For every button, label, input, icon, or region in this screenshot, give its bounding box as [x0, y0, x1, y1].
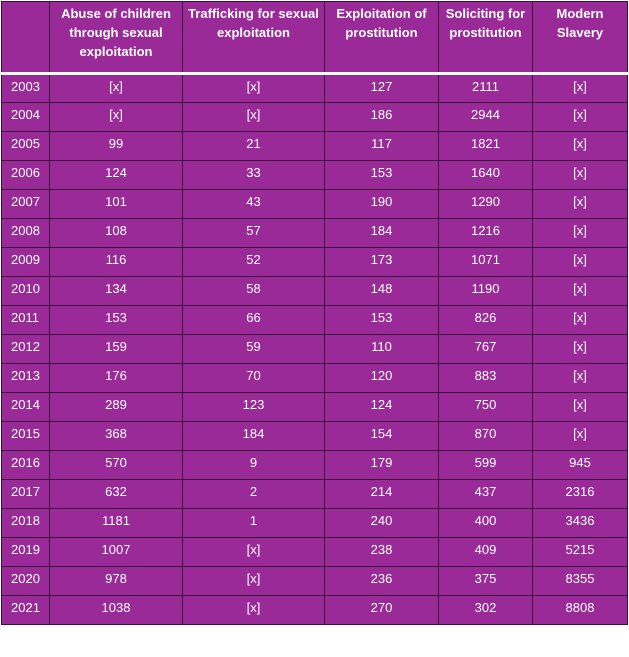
year-cell: 2013 [2, 364, 50, 393]
table-row [2, 509, 628, 538]
modern-slavery-cell: [x] [533, 306, 628, 335]
table-row [2, 219, 628, 248]
trafficking-cell: 43 [183, 190, 325, 219]
soliciting-cell: 1640 [439, 161, 533, 190]
exploitation-of-prostitution-cell: 190 [325, 190, 439, 219]
year-cell: 2008 [2, 219, 50, 248]
soliciting-cell: 409 [439, 538, 533, 567]
exploitation-of-prostitution-cell: 110 [325, 335, 439, 364]
trafficking-cell: [x] [183, 538, 325, 567]
soliciting-cell: 599 [439, 451, 533, 480]
abuse-of-children-cell: 159 [50, 335, 183, 364]
abuse-of-children-cell: 134 [50, 277, 183, 306]
abuse-of-children-cell: 368 [50, 422, 183, 451]
table-row [2, 422, 628, 451]
abuse-of-children-cell: 1038 [50, 596, 183, 625]
trafficking-cell: 59 [183, 335, 325, 364]
soliciting-cell: 767 [439, 335, 533, 364]
table-row [2, 596, 628, 625]
table-row [2, 335, 628, 364]
abuse-of-children-cell: 101 [50, 190, 183, 219]
trafficking-cell: 66 [183, 306, 325, 335]
modern-slavery-cell: [x] [533, 422, 628, 451]
soliciting-cell: 2111 [439, 74, 533, 103]
table-row [2, 74, 628, 103]
trafficking-cell: 58 [183, 277, 325, 306]
year-cell: 2010 [2, 277, 50, 306]
soliciting-cell: 870 [439, 422, 533, 451]
soliciting-cell: 750 [439, 393, 533, 422]
table-row [2, 161, 628, 190]
data-table-container [1, 1, 627, 625]
exploitation-of-prostitution-cell: 240 [325, 509, 439, 538]
year-cell: 2016 [2, 451, 50, 480]
modern-slavery-cell: 8355 [533, 567, 628, 596]
header-exploitation-of-prostitution: Exploitation of prostitution [325, 2, 439, 74]
abuse-of-children-cell: 176 [50, 364, 183, 393]
exploitation-of-prostitution-cell: 184 [325, 219, 439, 248]
modern-slavery-cell: [x] [533, 248, 628, 277]
modern-slavery-cell: [x] [533, 335, 628, 364]
trafficking-cell: 70 [183, 364, 325, 393]
modern-slavery-cell: [x] [533, 103, 628, 132]
table-row [2, 248, 628, 277]
trafficking-cell: 9 [183, 451, 325, 480]
abuse-of-children-cell: 1181 [50, 509, 183, 538]
exploitation-of-prostitution-cell: 117 [325, 132, 439, 161]
table-row [2, 364, 628, 393]
year-cell: 2015 [2, 422, 50, 451]
exploitation-of-prostitution-cell: 124 [325, 393, 439, 422]
abuse-of-children-cell: 978 [50, 567, 183, 596]
abuse-of-children-cell: 570 [50, 451, 183, 480]
year-cell: 2011 [2, 306, 50, 335]
exploitation-of-prostitution-cell: 173 [325, 248, 439, 277]
year-cell: 2003 [2, 74, 50, 103]
trafficking-cell: 33 [183, 161, 325, 190]
table-row [2, 480, 628, 509]
year-cell: 2018 [2, 509, 50, 538]
modern-slavery-cell: [x] [533, 364, 628, 393]
table-row [2, 277, 628, 306]
soliciting-cell: 437 [439, 480, 533, 509]
modern-slavery-cell: [x] [533, 277, 628, 306]
soliciting-cell: 1216 [439, 219, 533, 248]
exploitation-of-prostitution-cell: 153 [325, 306, 439, 335]
trafficking-cell: 123 [183, 393, 325, 422]
trafficking-cell: [x] [183, 596, 325, 625]
modern-slavery-cell: [x] [533, 219, 628, 248]
modern-slavery-cell: [x] [533, 132, 628, 161]
exploitation-of-prostitution-cell: 186 [325, 103, 439, 132]
table-row [2, 567, 628, 596]
soliciting-cell: 302 [439, 596, 533, 625]
header-soliciting: Soliciting for prostitution [439, 2, 533, 74]
header-row [2, 2, 628, 74]
exploitation-of-prostitution-cell: 148 [325, 277, 439, 306]
table-row [2, 103, 628, 132]
abuse-of-children-cell: 116 [50, 248, 183, 277]
header-abuse-of-children: Abuse of children through sexual exploitation [50, 2, 183, 74]
header-trafficking: Trafficking for sexual exploitation [183, 2, 325, 74]
year-cell: 2004 [2, 103, 50, 132]
table-row [2, 393, 628, 422]
trafficking-cell: [x] [183, 103, 325, 132]
abuse-of-children-cell: 108 [50, 219, 183, 248]
abuse-of-children-cell: 124 [50, 161, 183, 190]
abuse-of-children-cell: 632 [50, 480, 183, 509]
exploitation-of-prostitution-cell: 120 [325, 364, 439, 393]
modern-slavery-cell: 5215 [533, 538, 628, 567]
soliciting-cell: 1290 [439, 190, 533, 219]
modern-slavery-cell: [x] [533, 393, 628, 422]
table-row [2, 451, 628, 480]
header-year [2, 2, 50, 74]
modern-slavery-cell: [x] [533, 74, 628, 103]
table-row [2, 306, 628, 335]
trafficking-cell: 1 [183, 509, 325, 538]
modern-slavery-cell: [x] [533, 161, 628, 190]
modern-slavery-cell: 2316 [533, 480, 628, 509]
year-cell: 2006 [2, 161, 50, 190]
modern-slavery-cell: 3436 [533, 509, 628, 538]
abuse-of-children-cell: [x] [50, 74, 183, 103]
soliciting-cell: 826 [439, 306, 533, 335]
offences-table [1, 1, 628, 625]
year-cell: 2017 [2, 480, 50, 509]
soliciting-cell: 1071 [439, 248, 533, 277]
trafficking-cell: 57 [183, 219, 325, 248]
year-cell: 2020 [2, 567, 50, 596]
abuse-of-children-cell: 289 [50, 393, 183, 422]
year-cell: 2021 [2, 596, 50, 625]
year-cell: 2019 [2, 538, 50, 567]
abuse-of-children-cell: 99 [50, 132, 183, 161]
abuse-of-children-cell: [x] [50, 103, 183, 132]
trafficking-cell: [x] [183, 74, 325, 103]
modern-slavery-cell: 8808 [533, 596, 628, 625]
table-body [2, 74, 628, 625]
trafficking-cell: 21 [183, 132, 325, 161]
year-cell: 2012 [2, 335, 50, 364]
year-cell: 2007 [2, 190, 50, 219]
modern-slavery-cell: 945 [533, 451, 628, 480]
year-cell: 2014 [2, 393, 50, 422]
table-row [2, 132, 628, 161]
exploitation-of-prostitution-cell: 270 [325, 596, 439, 625]
exploitation-of-prostitution-cell: 127 [325, 74, 439, 103]
exploitation-of-prostitution-cell: 153 [325, 161, 439, 190]
soliciting-cell: 883 [439, 364, 533, 393]
trafficking-cell: 52 [183, 248, 325, 277]
exploitation-of-prostitution-cell: 154 [325, 422, 439, 451]
exploitation-of-prostitution-cell: 214 [325, 480, 439, 509]
exploitation-of-prostitution-cell: 179 [325, 451, 439, 480]
table-row [2, 190, 628, 219]
soliciting-cell: 400 [439, 509, 533, 538]
soliciting-cell: 1190 [439, 277, 533, 306]
trafficking-cell: 2 [183, 480, 325, 509]
modern-slavery-cell: [x] [533, 190, 628, 219]
year-cell: 2009 [2, 248, 50, 277]
header-modern-slavery: Modern Slavery [533, 2, 628, 74]
soliciting-cell: 1821 [439, 132, 533, 161]
soliciting-cell: 2944 [439, 103, 533, 132]
soliciting-cell: 375 [439, 567, 533, 596]
table-row [2, 538, 628, 567]
trafficking-cell: [x] [183, 567, 325, 596]
abuse-of-children-cell: 153 [50, 306, 183, 335]
year-cell: 2005 [2, 132, 50, 161]
abuse-of-children-cell: 1007 [50, 538, 183, 567]
exploitation-of-prostitution-cell: 236 [325, 567, 439, 596]
exploitation-of-prostitution-cell: 238 [325, 538, 439, 567]
trafficking-cell: 184 [183, 422, 325, 451]
